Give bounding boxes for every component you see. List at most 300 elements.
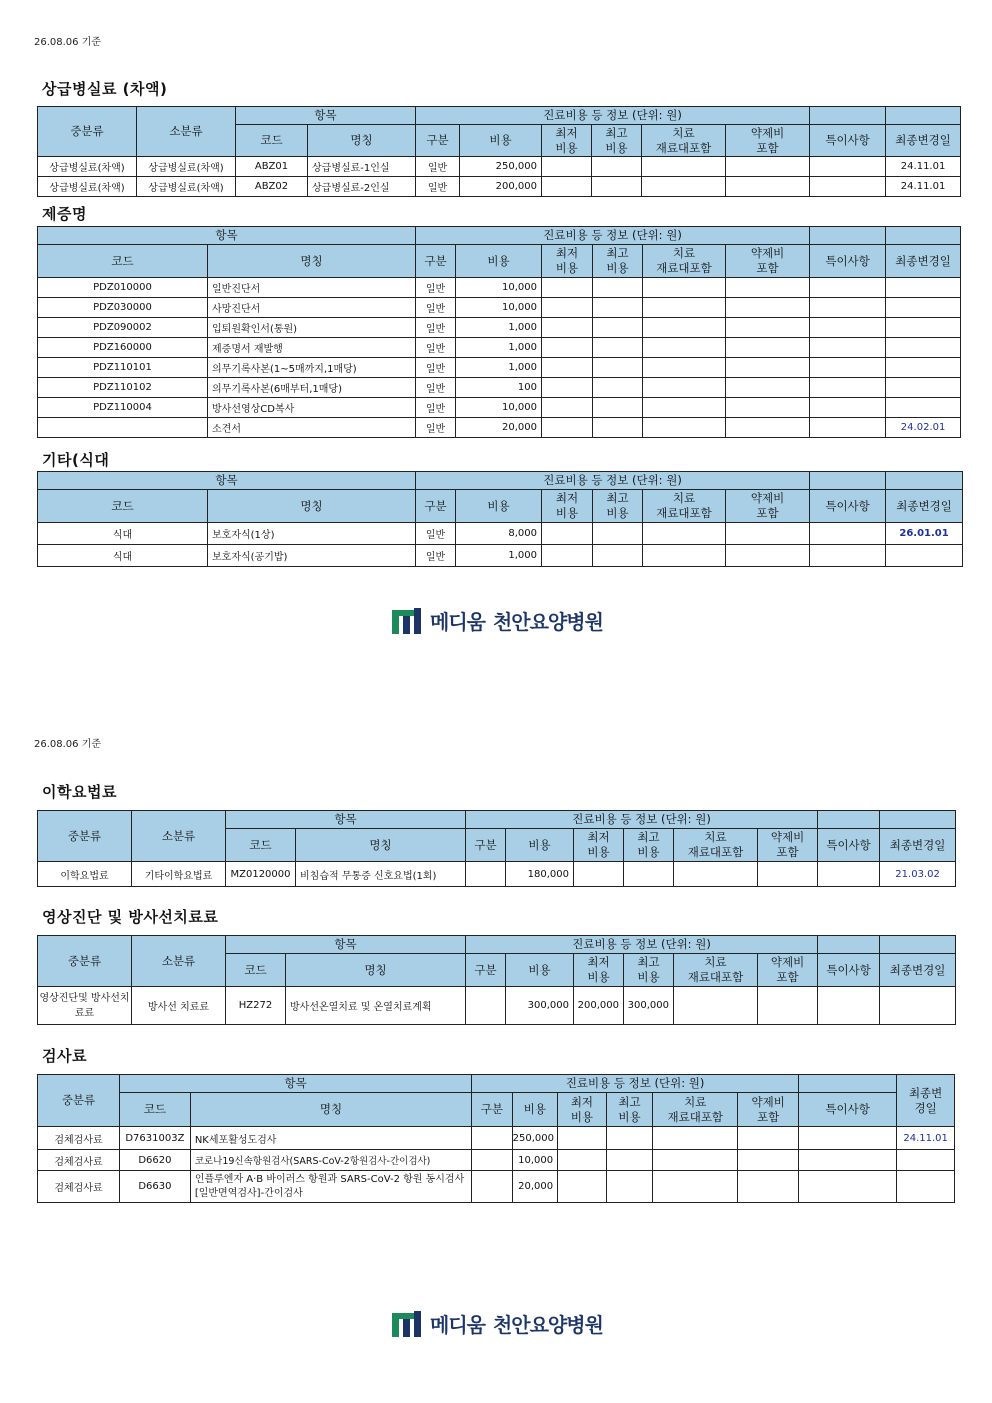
header-code: 코드 — [119, 1093, 190, 1127]
table-cell — [726, 298, 810, 318]
table-cell — [674, 987, 758, 1025]
table-exam — [37, 1074, 955, 1203]
header-note: 특이사항 — [810, 125, 886, 157]
header-sub: 소분류 — [132, 936, 226, 987]
table-cell — [642, 157, 726, 177]
header-mid: 중분류 — [38, 811, 132, 862]
header-last: 최종변경일 — [886, 125, 961, 157]
header-cost: 비용 — [506, 829, 574, 862]
table-cell — [593, 523, 643, 545]
table-cell: MZ0120000 — [226, 862, 296, 887]
table-cell — [810, 298, 886, 318]
table-cell: PDZ090002 — [38, 318, 208, 338]
header-name: 명칭 — [208, 490, 416, 523]
logo-brand: 메디움 — [430, 1313, 485, 1337]
table-cell: 1,000 — [456, 545, 542, 567]
table-cell — [643, 398, 726, 418]
header-sub: 소분류 — [132, 811, 226, 862]
table-cell: 일반 — [416, 358, 456, 378]
header-material: 치료 재료대포함 — [642, 125, 726, 157]
table-cell — [592, 157, 642, 177]
table-cell: 10,000 — [456, 398, 542, 418]
table-cell — [897, 1171, 955, 1203]
table-cell — [799, 1150, 897, 1171]
table-cell: 24.11.01 — [897, 1127, 955, 1150]
table-cell — [810, 418, 886, 438]
table-cell — [886, 318, 961, 338]
table-cell — [897, 1150, 955, 1171]
table-cell: 상급병실료(차액) — [38, 177, 137, 197]
table-cell — [593, 418, 643, 438]
table-cell: 보호자식(공기밥) — [208, 545, 416, 567]
table-cell — [653, 1127, 738, 1150]
table-cell: 일반 — [416, 545, 456, 567]
table-row — [38, 398, 961, 418]
table-cell: 일반진단서 — [208, 278, 416, 298]
table-cell — [593, 378, 643, 398]
table-row — [38, 278, 961, 298]
header-drug: 약제비 포함 — [758, 829, 818, 862]
table-cell: 일반 — [416, 157, 460, 177]
table-cell: 8,000 — [456, 523, 542, 545]
table-cell: 영상진단및 방사선치료료 — [38, 987, 132, 1025]
table-cell — [542, 358, 593, 378]
header-name: 명칭 — [190, 1093, 471, 1127]
table-cell — [606, 1127, 653, 1150]
table-cell — [810, 157, 886, 177]
header-min: 최저 비용 — [542, 245, 593, 278]
table-cell — [643, 298, 726, 318]
header-code: 코드 — [226, 829, 296, 862]
table-cell — [726, 378, 810, 398]
table-cell: 상급병실료(차액) — [137, 157, 236, 177]
header-note: 특이사항 — [818, 829, 880, 862]
table-cell: 사망진단서 — [208, 298, 416, 318]
header-item: 항목 — [226, 936, 466, 954]
table-cell: 이학요법료 — [38, 862, 132, 887]
table-cell — [653, 1150, 738, 1171]
table-cell — [643, 358, 726, 378]
header-material: 치료 재료대포함 — [653, 1093, 738, 1127]
header-cost: 비용 — [506, 954, 574, 987]
header-blank — [810, 227, 886, 245]
table-physio — [37, 810, 956, 887]
table-cell — [643, 318, 726, 338]
table-cell: 1,000 — [456, 358, 542, 378]
header-mid: 중분류 — [38, 1075, 120, 1127]
table-cell: 1,000 — [456, 338, 542, 358]
table-cell — [726, 318, 810, 338]
table-cell: D7631003Z — [119, 1127, 190, 1150]
header-blank — [810, 107, 886, 125]
table-row — [38, 338, 961, 358]
table-cell: 상급병실료(차액) — [137, 177, 236, 197]
table-cell — [810, 358, 886, 378]
table-cell — [799, 1171, 897, 1203]
table-cell — [466, 862, 506, 887]
header-code: 코드 — [38, 245, 208, 278]
header-info: 진료비용 등 정보 (단위: 원) — [416, 472, 810, 490]
header-last: 최종변경일 — [886, 245, 961, 278]
table-cell — [810, 177, 886, 197]
table-cell — [593, 398, 643, 418]
header-min: 최저 비용 — [558, 1093, 607, 1127]
table-cell — [810, 338, 886, 358]
table-cell: 입퇴원확인서(통원) — [208, 318, 416, 338]
table-room — [37, 106, 961, 197]
table-cell — [542, 398, 593, 418]
table-cell — [574, 862, 624, 887]
table-cell: 일반 — [416, 177, 460, 197]
header-drug: 약제비 포함 — [726, 125, 810, 157]
table-cell: 250,000 — [460, 157, 542, 177]
header-item: 항목 — [38, 227, 416, 245]
header-max: 최고 비용 — [592, 125, 642, 157]
header-name: 명칭 — [208, 245, 416, 278]
table-cell — [472, 1127, 512, 1150]
table-cell: 의무기록사본(1~5매까지,1매당) — [208, 358, 416, 378]
table-cell — [558, 1127, 607, 1150]
table-cell — [880, 987, 956, 1025]
table-row — [38, 1171, 955, 1203]
header-material: 치료 재료대포함 — [674, 829, 758, 862]
table-cell: PDZ010000 — [38, 278, 208, 298]
header-drug: 약제비 포함 — [726, 490, 810, 523]
table-cell — [472, 1150, 512, 1171]
table-cell: 검체검사료 — [38, 1171, 120, 1203]
header-blank — [880, 811, 956, 829]
table-cell: 10,000 — [456, 298, 542, 318]
table-cell: 검체검사료 — [38, 1127, 120, 1150]
table-meal — [37, 471, 963, 567]
header-material: 치료 재료대포함 — [643, 490, 726, 523]
table-cell: 100 — [456, 378, 542, 398]
table-cell: 상급병실료-2인실 — [308, 177, 416, 197]
table-cell — [726, 545, 810, 567]
header-cost: 비용 — [512, 1093, 558, 1127]
header-min: 최저 비용 — [542, 125, 592, 157]
hospital-logo — [392, 1309, 603, 1338]
header-max: 최고 비용 — [624, 829, 674, 862]
header-type: 구분 — [416, 125, 460, 157]
header-info: 진료비용 등 정보 (단위: 원) — [472, 1075, 799, 1093]
table-cell — [542, 318, 593, 338]
table-cell — [542, 523, 593, 545]
header-note: 특이사항 — [799, 1093, 897, 1127]
header-last: 최종변경일 — [886, 490, 963, 523]
table-cell: 일반 — [416, 418, 456, 438]
table-cell: 250,000 — [512, 1127, 558, 1150]
table-cell: 10,000 — [456, 278, 542, 298]
header-info: 진료비용 등 정보 (단위: 원) — [466, 811, 818, 829]
table-cell: 보호자식(1상) — [208, 523, 416, 545]
table-cell — [886, 298, 961, 318]
logo-hospital: 천안요양병원 — [492, 610, 603, 634]
table-cell — [593, 318, 643, 338]
date-label: 26.08.06 기준 — [34, 739, 102, 750]
table-cell — [642, 177, 726, 197]
header-last: 최종변 경일 — [897, 1075, 955, 1127]
header-material: 치료 재료대포함 — [643, 245, 726, 278]
table-cell: 24.11.01 — [886, 177, 961, 197]
header-code: 코드 — [38, 490, 208, 523]
table-cell: 상급병실료(차액) — [38, 157, 137, 177]
table-cell: 식대 — [38, 523, 208, 545]
header-item: 항목 — [236, 107, 416, 125]
header-min: 최저 비용 — [542, 490, 593, 523]
table-row — [38, 862, 956, 887]
table-cell: 기타이학요법료 — [132, 862, 226, 887]
table-cell: 200,000 — [460, 177, 542, 197]
medium-logo-icon — [392, 1311, 422, 1337]
table-cell — [542, 157, 592, 177]
header-type: 구분 — [466, 954, 506, 987]
table-cell: ABZ02 — [236, 177, 308, 197]
header-max: 최고 비용 — [606, 1093, 653, 1127]
table-cell — [593, 298, 643, 318]
section-title-exam: 검사료 — [42, 1047, 87, 1065]
section-title-physio: 이학요법료 — [42, 783, 117, 801]
logo-hospital: 천안요양병원 — [492, 1313, 603, 1337]
header-name: 명칭 — [296, 829, 466, 862]
table-cell — [624, 862, 674, 887]
table-cell: 300,000 — [624, 987, 674, 1025]
table-cell: 일반 — [416, 523, 456, 545]
header-cost: 비용 — [456, 490, 542, 523]
table-cell — [738, 1171, 799, 1203]
table-cell — [643, 278, 726, 298]
table-cell: PDZ160000 — [38, 338, 208, 358]
table-cell: 20,000 — [512, 1171, 558, 1203]
table-cell: 방사선온열치료 및 온열치료계획 — [286, 987, 466, 1025]
table-cell — [38, 418, 208, 438]
table-cell: 21.03.02 — [880, 862, 956, 887]
header-mid: 중분류 — [38, 936, 132, 987]
table-cell — [558, 1171, 607, 1203]
header-blank — [810, 472, 886, 490]
table-cell — [726, 157, 810, 177]
header-item: 항목 — [119, 1075, 471, 1093]
table-cell: 일반 — [416, 338, 456, 358]
table-cell — [606, 1150, 653, 1171]
table-row — [38, 1127, 955, 1150]
table-cell — [818, 862, 880, 887]
table-cell — [810, 318, 886, 338]
table-cell — [818, 987, 880, 1025]
header-info: 진료비용 등 정보 (단위: 원) — [466, 936, 818, 954]
table-cell — [542, 545, 593, 567]
table-cert — [37, 226, 961, 438]
table-cell — [886, 378, 961, 398]
date-label: 26.08.06 기준 — [34, 37, 102, 48]
header-cost: 비용 — [456, 245, 542, 278]
table-cell: 소견서 — [208, 418, 416, 438]
table-cell: HZ272 — [226, 987, 286, 1025]
header-item: 항목 — [38, 472, 416, 490]
medium-logo-icon — [392, 608, 422, 634]
header-blank — [880, 936, 956, 954]
table-cell — [593, 338, 643, 358]
table-row — [38, 177, 961, 197]
table-cell: NK세포활성도검사 — [190, 1127, 471, 1150]
header-mid: 중분류 — [38, 107, 137, 157]
header-sub: 소분류 — [137, 107, 236, 157]
header-item: 항목 — [226, 811, 466, 829]
table-cell — [593, 545, 643, 567]
table-imaging — [37, 935, 956, 1025]
header-max: 최고 비용 — [593, 245, 643, 278]
table-cell — [593, 278, 643, 298]
table-cell: 인플루엔자 A·B 바이러스 항원과 SARS-CoV-2 항원 동시검사 [일반면역검사]-간이검사 — [190, 1171, 471, 1203]
header-blank — [818, 811, 880, 829]
table-cell: 일반 — [416, 278, 456, 298]
header-min: 최저 비용 — [574, 954, 624, 987]
table-row — [38, 1150, 955, 1171]
table-cell: 상급병실료-1인실 — [308, 157, 416, 177]
table-cell — [542, 378, 593, 398]
table-cell: 방사선영상CD복사 — [208, 398, 416, 418]
table-cell — [886, 398, 961, 418]
header-drug: 약제비 포함 — [726, 245, 810, 278]
header-type: 구분 — [416, 490, 456, 523]
header-name: 명칭 — [308, 125, 416, 157]
table-cell — [726, 398, 810, 418]
header-code: 코드 — [226, 954, 286, 987]
table-cell — [886, 358, 961, 378]
header-blank — [886, 227, 961, 245]
table-row — [38, 358, 961, 378]
table-cell — [558, 1150, 607, 1171]
table-cell — [810, 398, 886, 418]
table-cell: 식대 — [38, 545, 208, 567]
header-info: 진료비용 등 정보 (단위: 원) — [416, 227, 810, 245]
table-cell — [810, 523, 886, 545]
table-cell — [726, 418, 810, 438]
table-cell: 1,000 — [456, 318, 542, 338]
table-cell: 검체검사료 — [38, 1150, 120, 1171]
table-cell: PDZ110102 — [38, 378, 208, 398]
table-cell: 일반 — [416, 318, 456, 338]
table-cell — [542, 418, 593, 438]
table-cell — [674, 862, 758, 887]
table-cell — [653, 1171, 738, 1203]
header-blank — [886, 107, 961, 125]
table-cell — [606, 1171, 653, 1203]
table-cell: 제증명서 재발행 — [208, 338, 416, 358]
table-cell: 24.02.01 — [886, 418, 961, 438]
table-cell: PDZ110004 — [38, 398, 208, 418]
section-title-room: 상급병실료 (차액) — [42, 80, 168, 98]
header-max: 최고 비용 — [624, 954, 674, 987]
section-title-cert: 제증명 — [42, 205, 87, 223]
header-type: 구분 — [466, 829, 506, 862]
header-max: 최고 비용 — [593, 490, 643, 523]
header-min: 최저 비용 — [574, 829, 624, 862]
table-cell — [886, 338, 961, 358]
table-cell — [738, 1150, 799, 1171]
table-cell — [466, 987, 506, 1025]
header-note: 특이사항 — [810, 490, 886, 523]
table-cell: 200,000 — [574, 987, 624, 1025]
table-cell: 26.01.01 — [886, 523, 963, 545]
table-cell: PDZ030000 — [38, 298, 208, 318]
table-cell: 일반 — [416, 378, 456, 398]
table-cell — [643, 378, 726, 398]
table-cell: 비침습적 무통증 신호요법(1회) — [296, 862, 466, 887]
table-cell — [472, 1171, 512, 1203]
header-drug: 약제비 포함 — [758, 954, 818, 987]
table-row — [38, 378, 961, 398]
header-last: 최종변경일 — [880, 829, 956, 862]
table-cell — [726, 278, 810, 298]
header-name: 명칭 — [286, 954, 466, 987]
table-cell — [886, 545, 963, 567]
table-cell — [643, 523, 726, 545]
table-cell: 코로나19신속항원검사(SARS-CoV-2항원검사-간이검사) — [190, 1150, 471, 1171]
table-cell: PDZ110101 — [38, 358, 208, 378]
logo-brand: 메디움 — [430, 610, 485, 634]
header-blank — [818, 936, 880, 954]
table-cell: 20,000 — [456, 418, 542, 438]
header-note: 특이사항 — [818, 954, 880, 987]
table-cell: D6630 — [119, 1171, 190, 1203]
header-info: 진료비용 등 정보 (단위: 원) — [416, 107, 810, 125]
table-cell — [542, 278, 593, 298]
table-cell — [593, 358, 643, 378]
header-type: 구분 — [472, 1093, 512, 1127]
table-row — [38, 523, 963, 545]
header-drug: 약제비 포함 — [738, 1093, 799, 1127]
header-material: 치료 재료대포함 — [674, 954, 758, 987]
table-cell: D6620 — [119, 1150, 190, 1171]
table-row — [38, 987, 956, 1025]
table-cell — [758, 987, 818, 1025]
table-cell — [726, 177, 810, 197]
table-cell — [542, 177, 592, 197]
table-row — [38, 298, 961, 318]
table-cell — [726, 523, 810, 545]
table-cell: 10,000 — [512, 1150, 558, 1171]
header-note: 특이사항 — [810, 245, 886, 278]
header-blank — [799, 1075, 897, 1093]
table-cell: 일반 — [416, 298, 456, 318]
table-cell — [726, 338, 810, 358]
section-title-meal: 기타(식대 — [42, 451, 110, 469]
table-cell — [592, 177, 642, 197]
table-cell: 일반 — [416, 398, 456, 418]
header-last: 최종변경일 — [880, 954, 956, 987]
header-cost: 비용 — [460, 125, 542, 157]
table-row — [38, 318, 961, 338]
table-cell — [643, 418, 726, 438]
table-cell — [810, 545, 886, 567]
table-cell: 180,000 — [506, 862, 574, 887]
table-cell — [738, 1127, 799, 1150]
table-cell: 의무기록사본(6매부터,1매당) — [208, 378, 416, 398]
header-code: 코드 — [236, 125, 308, 157]
table-cell — [810, 378, 886, 398]
table-cell: 방사선 치료료 — [132, 987, 226, 1025]
table-cell — [726, 358, 810, 378]
table-cell — [643, 545, 726, 567]
table-cell — [643, 338, 726, 358]
table-cell — [810, 278, 886, 298]
table-cell — [799, 1127, 897, 1150]
header-blank — [886, 472, 963, 490]
table-cell — [886, 278, 961, 298]
table-cell: 24.11.01 — [886, 157, 961, 177]
header-type: 구분 — [416, 245, 456, 278]
